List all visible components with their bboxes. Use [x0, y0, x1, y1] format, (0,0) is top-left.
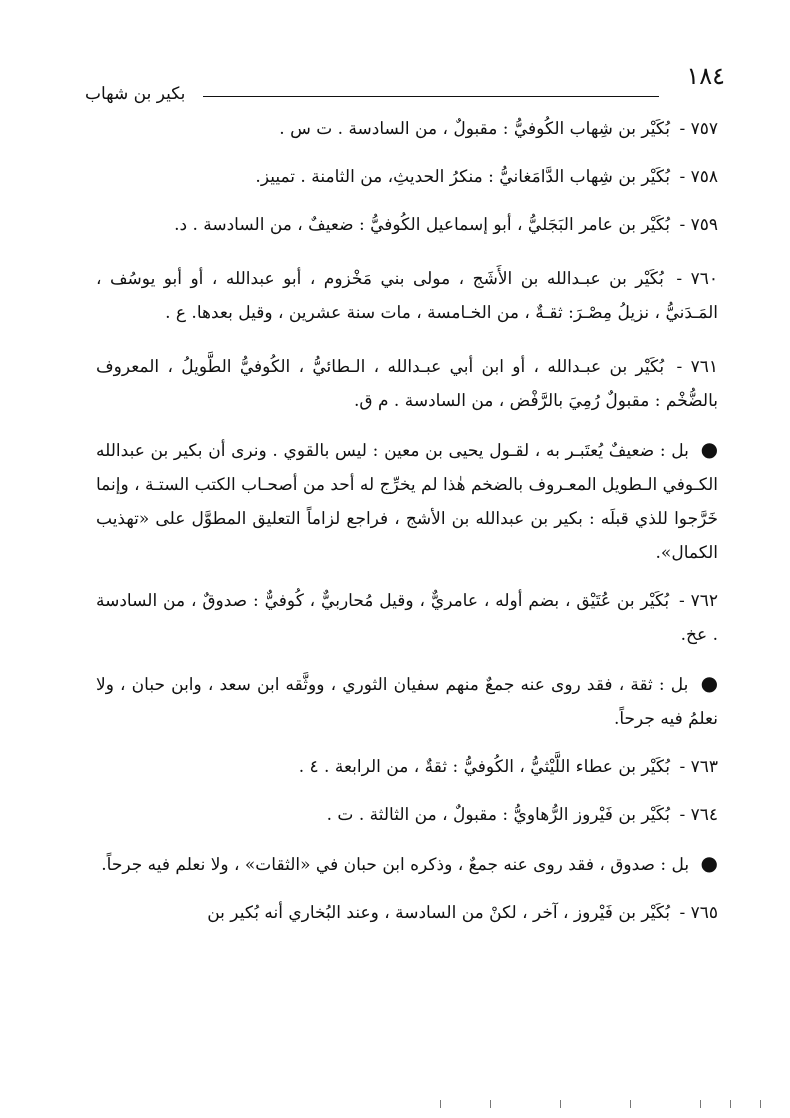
scan-edge-marks: [430, 1100, 780, 1110]
entry-text: بُكَيْر بن عبـدالله ، أو ابن أبي عبـدالله ، الـطائيُّ ، الكُوفيُّ الطَّويلُ ، المعروف بالضُّخْم : مقبولٌ رُمِيَ بالرَّفْض ، من السادسة . م ق.: [96, 357, 718, 411]
entry-764: [96, 798, 718, 832]
entry-number: ٧٥٩ -: [679, 215, 718, 235]
note-text: بل : ضعيفٌ يُعتَبـر به ، لقـول يحيى بن معين : ليس بالقوي . ونرى أن بكير بن عبدالله الكـوفي الـطويل المعـروف بالضخم هٰذا لم يخرِّج له أحد من أصحـاب الكتب الستـة ، وإنما خَرَّجوا للذي قبلَه : بكير بن عبدالله بن الأشج ، فراجع لزاماً التعليق المطوَّل على «تهذيب الكمال».: [96, 441, 718, 563]
entry-758: [96, 160, 718, 194]
entry-759: [96, 208, 718, 242]
scan-mark: [700, 1100, 701, 1108]
entry-text: بُكَيْر بن عبـدالله بن الأَشَج ، مولى بني مَخْزوم ، أبو عبدالله ، أو أبو يوسُف ، المَـدَنيُّ ، نزيلُ مِصْـرَ: ثقـةٌ ، من الخـامسة ، مات سنة عشرين ، وقيل بعدها. ع .: [96, 269, 718, 323]
entry-number: ٧٥٧ -: [679, 119, 718, 139]
entry-number: ٧٦٢ -: [678, 591, 719, 611]
entry-text: بُكَيْر بن عطاء اللَّيْثيُّ ، الكُوفيُّ : ثقةٌ ، من الرابعة . ٤ .: [298, 757, 671, 777]
entry-number: ٧٦٣ -: [679, 757, 718, 777]
bullet-icon: ●: [700, 437, 719, 461]
scan-mark: [630, 1100, 631, 1108]
header-rule: [203, 96, 659, 97]
editor-note-762: [96, 666, 718, 736]
entry-text: بُكَيْر بن شِهاب الدَّامَغانيُّ : منكرُ الحديثِ، من الثامنة . تمييز.: [255, 167, 671, 187]
entry-762: [96, 584, 718, 652]
scan-mark: [490, 1100, 491, 1108]
entry-761: [96, 350, 718, 418]
scan-mark: [730, 1100, 731, 1108]
entry-number: ٧٦٥ -: [679, 903, 718, 923]
scan-mark: [560, 1100, 561, 1108]
entry-763: [96, 750, 718, 784]
entry-text: بُكَيْر بن فَيْروز الرُّهاويُّ : مقبولٌ ، من الثالثة . ت .: [326, 805, 671, 825]
entry-text: بُكَيْر بن عُتَيْق ، بضم أوله ، عامريٌّ ، وقيل مُحاربيٌّ ، كُوفيٌّ : صدوقٌ ، من السادسة . عخ.: [96, 591, 718, 645]
entry-757: [96, 112, 718, 146]
entry-number: ٧٥٨ -: [679, 167, 718, 187]
entry-text: بُكَيْر بن فَيْروز ، آخر ، لكنْ من السادسة ، وعند البُخاري أنه بُكير بن: [207, 903, 671, 923]
page-number: ١٨٤: [686, 62, 725, 90]
entry-text: بُكَيْر بن شِهاب الكُوفيُّ : مقبولٌ ، من السادسة . ت س .: [279, 119, 671, 139]
note-text: بل : صدوق ، فقد روى عنه جمعٌ ، وذكره ابن حبان في «الثقات» ، ولا نعلم فيه جرحاً.: [101, 855, 690, 875]
editor-note-761: [96, 432, 718, 570]
entry-765: [96, 896, 718, 930]
entry-number: ٧٦٠ -: [676, 269, 718, 289]
scan-mark: [760, 1100, 761, 1108]
scan-mark: [440, 1100, 441, 1108]
running-head: بكير بن شهاب: [85, 84, 186, 104]
entry-760: [96, 262, 718, 330]
entry-number: ٧٦٤ -: [679, 805, 718, 825]
note-text: بل : ثقة ، فقد روى عنه جمعٌ منهم سفيان الثوري ، ووثَّقه ابن سعد ، وابن حبان ، ولا نعلمُ فيه جرحاً.: [96, 675, 718, 729]
page-header: [85, 62, 725, 102]
bullet-icon: ●: [700, 851, 718, 875]
page-body: [96, 112, 718, 944]
editor-note-764: [96, 846, 718, 882]
bullet-icon: ●: [700, 671, 719, 695]
entry-text: بُكَيْر بن عامر البَجَليُّ ، أبو إسماعيل الكُوفيُّ : ضعيفٌ ، من السادسة . د.: [174, 215, 671, 235]
entry-number: ٧٦١ -: [676, 357, 718, 377]
